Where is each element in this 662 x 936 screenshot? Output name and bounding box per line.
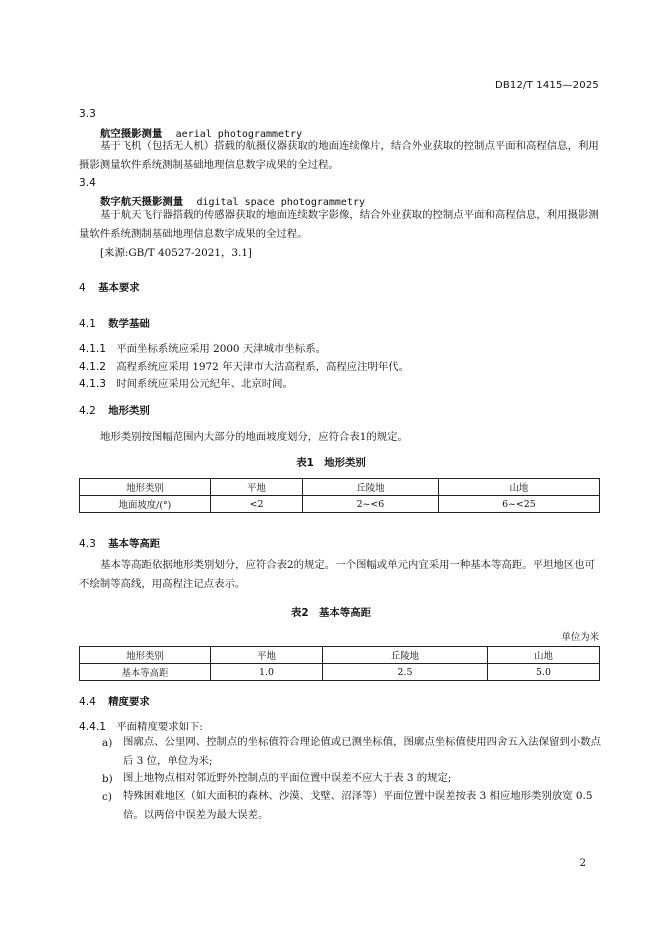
clause-4-1-1: [79, 340, 326, 355]
table-cell: 1.0: [211, 664, 323, 681]
section-title: 地形类别: [108, 405, 150, 417]
table-2-caption: 表2 基本等高距: [291, 607, 371, 619]
table-header-cell: 丘陵地: [322, 647, 487, 664]
list-item-c-label: c): [102, 791, 112, 803]
table-header-cell: 丘陵地: [303, 479, 439, 496]
clause-text: 平面坐标系统应采用 2000 天津城市坐标系。: [116, 343, 326, 355]
section-3-3-number: 3.3: [79, 108, 96, 120]
section-4-2-heading: [79, 402, 150, 417]
section-title: 基本等高距: [108, 538, 161, 550]
list-item-c-text: 特殊困难地区（如大面积的森林、沙漠、戈壁、沼泽等）平面位置中误差按表 3 相应地形类别放宽 0.5 倍。以两倍中误差为最大误差。: [123, 790, 593, 821]
section-4-3-text: 基本等高距依据地形类别划分，应符合表2的规定。一个图幅或单元内宜采用一种基本等高距。平坦地区也可不绘制等高线，用高程注记点表示。: [79, 559, 595, 590]
section-number: 4.1: [79, 318, 96, 330]
table-cell: 6~<25: [438, 496, 599, 513]
table-header-cell: 山地: [438, 479, 599, 496]
clause-4-1-2: [79, 358, 409, 373]
table-cell: 地面坡度/(°): [80, 496, 211, 513]
clause-4-4-1: [79, 718, 203, 733]
table-header-cell: 平地: [211, 479, 303, 496]
table-cell: 基本等高距: [80, 664, 211, 681]
section-title: 精度要求: [108, 696, 150, 708]
table-2-unit: 单位为米: [561, 632, 599, 643]
clause-number: 4.1.2: [79, 361, 106, 373]
clause-number: 4.1.1: [79, 343, 106, 355]
clause-text: 平面精度要求如下:: [116, 721, 203, 733]
section-number: 4.3: [79, 538, 96, 550]
section-title: 数学基础: [108, 318, 150, 330]
list-item-b-label: b): [102, 773, 113, 785]
table-2: [79, 646, 600, 681]
page-number: 2: [579, 858, 586, 869]
table-header-cell: 地形类别: [80, 479, 211, 496]
section-3-4-number: 3.4: [79, 177, 96, 189]
table-header-cell: 山地: [488, 647, 600, 664]
table-cell: 2~<6: [303, 496, 439, 513]
table-header-row: [80, 479, 600, 496]
section-number: 4.4: [79, 696, 96, 708]
clause-number: 4.4.1: [79, 721, 106, 733]
list-item-a-text: 图廓点、公里网、控制点的坐标值符合理论值或已测坐标值，图廓点坐标值使用四舍五入法保留到小数点后 3 位，单位为米;: [123, 736, 601, 767]
table-row: [80, 496, 600, 513]
chapter-number: 4: [79, 282, 86, 294]
table-header-row: [80, 647, 600, 664]
table-cell: 2.5: [322, 664, 487, 681]
table-row: [80, 664, 600, 681]
section-number: 4.2: [79, 405, 96, 417]
section-4-3-heading: [79, 535, 160, 550]
table-1-caption: 表1 地形类别: [296, 457, 366, 469]
clause-text: 时间系统应采用公元纪年、北京时间。: [116, 378, 293, 390]
section-4-4-heading: [79, 693, 150, 708]
term-zh: 数字航天摄影测量: [100, 196, 184, 208]
term-zh: 航空摄影测量: [100, 128, 163, 140]
section-3-4-source: [来源:GB/T 40527-2021，3.1]: [100, 247, 252, 259]
chapter-4-heading: [79, 279, 140, 294]
term-en: aerial photogrammetry: [175, 129, 303, 140]
chapter-title: 基本要求: [98, 282, 140, 294]
document-code: DB12/T 1415—2025: [494, 80, 599, 91]
clause-number: 4.1.3: [79, 378, 106, 390]
section-3-3-definition: 基于飞机（包括无人机）搭载的航摄仪器获取的地面连续像片，结合外业获取的控制点平面和高程信息，利用摄影测量软件系统测制基础地理信息数字成果的全过程。: [79, 140, 599, 171]
clause-text: 高程系统应采用 1972 年天津市大沽高程系，高程应注明年代。: [116, 361, 410, 373]
table-header-cell: 地形类别: [80, 647, 211, 664]
section-4-1-heading: [79, 315, 150, 330]
section-3-4-definition: 基于航天飞行器搭载的传感器获取的地面连续数字影像，结合外业获取的控制点平面和高程信息，利用摄影测量软件系统测制基础地理信息数字成果的全过程。: [79, 209, 599, 240]
table-cell: <2: [211, 496, 303, 513]
table-header-cell: 平地: [211, 647, 323, 664]
list-item-b-text: 图上地物点相对邻近野外控制点的平面位置中误差不应大于表 3 的规定;: [123, 772, 452, 784]
list-item-a-label: a): [102, 737, 113, 749]
section-4-2-text: 地形类别按图幅范围内大部分的地面坡度划分，应符合表1的规定。: [100, 431, 408, 443]
table-1: [79, 478, 600, 513]
term-en: digital space photogrammetry: [196, 197, 366, 208]
table-cell: 5.0: [488, 664, 600, 681]
clause-4-1-3: [79, 375, 293, 390]
